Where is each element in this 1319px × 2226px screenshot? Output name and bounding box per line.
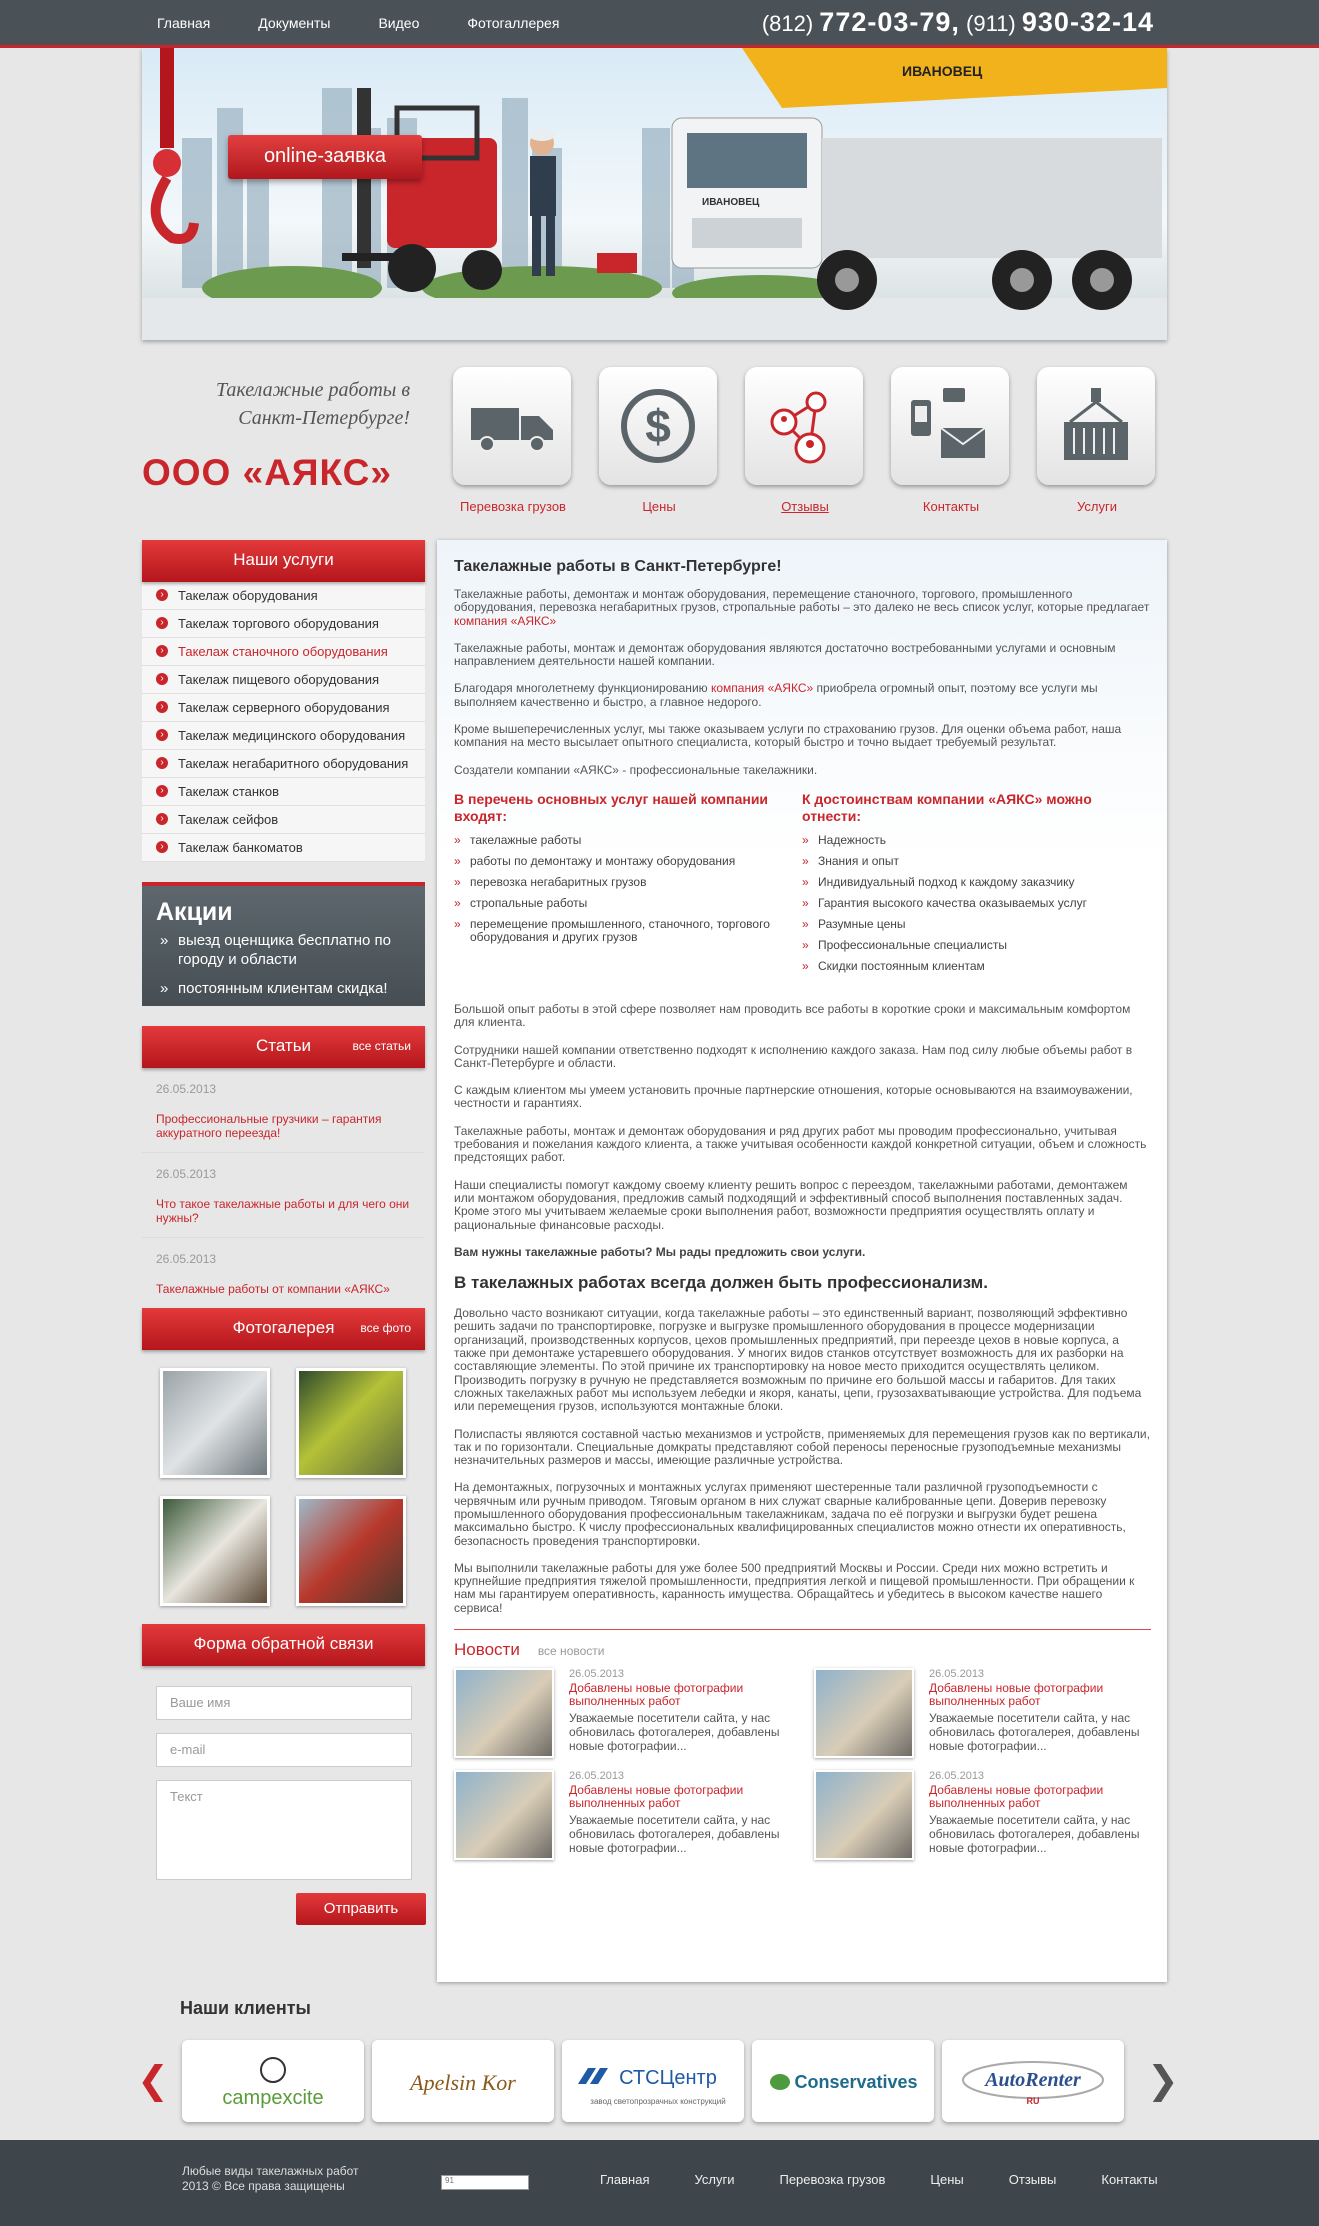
main-content: [437, 540, 1167, 1982]
service-item[interactable]: › Такелаж сейфов: [142, 806, 425, 834]
company-link[interactable]: компания «АЯКС»: [710, 681, 814, 696]
call-to-action: Вам нужны такелажные работы? Мы рады предложить свои услуги.: [454, 1244, 866, 1259]
contacts-icon: [905, 384, 995, 468]
news-thumbnail[interactable]: [454, 1770, 554, 1860]
icon-label-prices: Цены: [642, 499, 676, 514]
gallery-heading: [142, 1308, 425, 1350]
list-item: » Скидки постоянным клиентам: [802, 960, 1150, 973]
intro-paragraph: [454, 588, 1150, 628]
news-heading: [454, 1640, 1150, 1660]
news-item: [814, 1668, 1154, 1758]
news-date: 26.05.2013: [569, 1668, 625, 1681]
svg-text:$: $: [645, 400, 671, 452]
service-item[interactable]: › Такелаж пищевого оборудования: [142, 666, 425, 694]
service-item[interactable]: › Такелаж станков: [142, 778, 425, 806]
article-link[interactable]: Такелажные работы от компании «АЯКС»: [156, 1282, 390, 1296]
news-thumbnail[interactable]: [814, 1668, 914, 1758]
article-date: 26.05.2013: [156, 1167, 217, 1181]
paragraph: Наши специалисты помогут каждому своему клиенту решить вопрос с переездом, такелажными работами, демонтажем или монтажом оборудования, предложив самый подходящий и эффективный способ выполнения поставленных задач. Кроме этого мы учитываем желаемые сроки выполнения работ, возможности предприятия осуществлять оплату и рациональные финансовые расходы.: [454, 1177, 1128, 1232]
truck-icon: [467, 396, 557, 456]
crane-label: ИВАНОВЕЦ: [902, 63, 983, 79]
client-logo-campexcite: campexcite: [222, 2087, 324, 2109]
phone-number-2: 930-32-14: [1021, 7, 1154, 37]
icon-link-prices[interactable]: [599, 367, 719, 514]
list-item: » Индивидуальный подход к каждому заказчику: [802, 876, 1150, 889]
tagline-line-1: Такелажные работы в: [215, 379, 410, 401]
news-item: [454, 1770, 814, 1860]
service-item[interactable]: › Такелаж серверного оборудования: [142, 694, 425, 722]
gallery-photo[interactable]: [296, 1496, 406, 1606]
news-link[interactable]: Добавлены новые фотографии выполненных работ: [929, 1783, 1104, 1811]
icon-label-reviews: Отзывы: [781, 499, 829, 514]
news-thumbnail[interactable]: [454, 1668, 554, 1758]
news-item: [454, 1668, 814, 1758]
list-item: » Гарантия высокого качества оказываемых услуг: [802, 897, 1150, 910]
paragraph: Полиспасты являются составной частью механизмов и устройств, применяемых для перемещения грузов как по вертикали, так и по горизонтали. Специальные домкраты представляют собой переносы переносные грузоподъемные механизмы незначительных размеров и массы, имеющие различные устройства.: [454, 1426, 1150, 1468]
dollar-icon: [618, 386, 698, 466]
icon-link-reviews[interactable]: [745, 367, 865, 514]
all-articles-link[interactable]: все статьи: [352, 1039, 411, 1053]
gallery-photo[interactable]: [296, 1368, 406, 1478]
article-item: [142, 1068, 425, 1153]
truck-cab-label: ИВАНОВЕЦ: [702, 197, 760, 208]
news-summary: Уважаемые посетители сайта, у нас обновилась фотогалерея, добавлены новые фотографии...: [929, 1711, 1140, 1754]
nav-documents[interactable]: Документы: [258, 15, 331, 31]
articles-list: [142, 1068, 425, 1308]
article-date: 26.05.2013: [156, 1082, 217, 1096]
nav-video[interactable]: Видео: [378, 15, 420, 31]
clients-carousel: [137, 2040, 1177, 2122]
phone-numbers: [762, 7, 1154, 38]
paragraph: Создатели компании «АЯКС» - профессиональные такелажники.: [454, 762, 818, 777]
section-heading: В такелажных работах всегда должен быть профессионализм.: [454, 1273, 988, 1293]
client-logo-stc: СТСЦентр: [619, 2067, 717, 2089]
news-summary: Уважаемые посетители сайта, у нас обновилась фотогалерея, добавлены новые фотографии...: [569, 1711, 780, 1754]
client-logo[interactable]: [752, 2040, 934, 2122]
icon-link-transport[interactable]: [453, 367, 573, 514]
carousel-next-icon[interactable]: ❯: [1147, 2060, 1179, 2102]
paragraph-text: Благодаря многолетнему функционированию: [454, 681, 711, 696]
paragraph: Такелажные работы, монтаж и демонтаж оборудования и ряд других работ мы проводим профессионально, учитывая требования и пожелания каждого клиента, а также учитывая особенности каждой конкретной ситуации, объем и сложность предстоящих работ.: [454, 1123, 1147, 1165]
news-link[interactable]: Добавлены новые фотографии выполненных работ: [929, 1681, 1104, 1709]
footer-nav-prices[interactable]: Цены: [930, 2172, 964, 2187]
company-name: ООО «АЯКС»: [142, 452, 392, 493]
service-item[interactable]: › Такелаж медицинского оборудования: [142, 722, 425, 750]
service-item[interactable]: › Такелаж станочного оборудования: [142, 638, 425, 666]
paragraph: [454, 682, 1150, 709]
promotions-title: Акции: [156, 898, 233, 926]
phone-code-2: (911): [966, 11, 1016, 36]
hero-illustration: [142, 48, 1167, 340]
tagline: [150, 376, 410, 432]
client-logo[interactable]: [372, 2040, 554, 2122]
paragraph-text: приобрела огромный опыт, поэтому все услуги мы выполняем качественно и быстро, а главное недорого.: [454, 681, 1098, 709]
list-item: » перемещение промышленного, станочного, торгового оборудования и других грузов: [454, 918, 802, 944]
gallery-grid: [142, 1350, 425, 1624]
footer-nav-reviews[interactable]: Отзывы: [1008, 2172, 1057, 2187]
icon-label-transport: Перевозка грузов: [460, 499, 566, 514]
paragraph: С каждым клиентом мы умеем установить прочные партнерские отношения, которые основываются на взаимоуважении, честности и гарантиях.: [454, 1083, 1133, 1111]
services-title: Наши услуги: [233, 550, 334, 569]
service-item[interactable]: › Такелаж банкоматов: [142, 834, 425, 862]
footer-line-2: 2013 © Все права защищены: [182, 2179, 345, 2193]
all-photos-link[interactable]: все фото: [360, 1321, 411, 1335]
gallery-photo[interactable]: [160, 1496, 270, 1606]
list-item: » Надежность: [802, 834, 1150, 847]
footer: [0, 2140, 1319, 2226]
paragraph: Кроме вышеперечисленных услуг, мы также оказываем услуги по страхованию грузов. Для оценки объема работ, наша компания на место высылает опытного специалиста, который быстро и точно выдает требуемый результат.: [454, 722, 1122, 750]
icon-link-contacts[interactable]: [891, 367, 1011, 514]
tagline-line-2: Санкт-Петербурге!: [238, 407, 410, 429]
article-item: [142, 1153, 425, 1238]
list-item: » перевозка негабаритных грузов: [454, 876, 802, 889]
footer-nav-home[interactable]: Главная: [600, 2172, 650, 2187]
advantages-list-title: К достоинствам компании «АЯКС» можно отнести:: [802, 790, 1092, 824]
phone-number-1: 772-03-79,: [819, 7, 960, 37]
email-field[interactable]: e-mail: [156, 1733, 412, 1767]
promotion-item: » постоянным клиентам скидка!: [156, 979, 411, 998]
client-logo-apelsin: Apelsin Kor: [410, 2070, 516, 2095]
list-item: » такелажные работы: [454, 834, 802, 847]
promotion-item: » выезд оценщика бесплатно по городу и области: [156, 931, 411, 969]
service-item[interactable]: › Такелаж торгового оборудования: [142, 610, 425, 638]
phone-code-1: (812): [761, 11, 814, 36]
service-item[interactable]: › Такелаж негабаритного оборудования: [142, 750, 425, 778]
news-date: 26.05.2013: [569, 1770, 625, 1783]
services-column: [454, 791, 802, 981]
list-item: » работы по демонтажу и монтажу оборудования: [454, 855, 802, 868]
article-link[interactable]: Что такое такелажные работы и для чего они нужны?: [156, 1197, 410, 1225]
footer-line-1: Любые виды такелажных работ: [182, 2164, 359, 2178]
list-item: » стропальные работы: [454, 897, 802, 910]
news-grid: [454, 1668, 1150, 1860]
top-nav: [157, 15, 607, 31]
submit-button[interactable]: Отправить: [296, 1893, 426, 1925]
feedback-heading: [142, 1624, 425, 1666]
icon-label-contacts: Контакты: [922, 499, 980, 514]
list-item: » Профессиональные специалисты: [802, 939, 1150, 952]
promotions-box: [142, 882, 425, 1006]
visitor-counter[interactable]: 91: [441, 2175, 529, 2190]
news-date: 26.05.2013: [929, 1668, 985, 1681]
client-logo-autorenter: AutoRenter: [985, 2069, 1081, 2091]
client-logo[interactable]: [182, 2040, 364, 2122]
online-request-button[interactable]: online-заявка: [228, 135, 422, 179]
clients-title: Наши клиенты: [180, 1998, 311, 2018]
article-link[interactable]: Профессиональные грузчики – гарантия аккуратного переезда!: [156, 1112, 382, 1140]
feedback-form: [142, 1666, 425, 1945]
footer-copyright: [182, 2164, 359, 2194]
container-icon: [1056, 386, 1136, 466]
nav-home[interactable]: Главная: [157, 15, 211, 31]
feedback-title: Форма обратной связи: [193, 1634, 374, 1653]
network-icon: [764, 386, 844, 466]
top-bar: [0, 0, 1319, 48]
news-title: Новости: [454, 1640, 520, 1660]
icon-label-services: Услуги: [1077, 499, 1117, 514]
client-logo[interactable]: [942, 2040, 1124, 2122]
paragraph: Довольно часто возникают ситуации, когда такелажные работы – это единственный вариант, позволяющий эффективно решить задачи по транспортировке, погрузке и выгрузке промышленного оборудования в процессе модернизации организаций, производственных корпусов, цехов промышленных предприятий, при переезде цехов в новые корпуса, а также при демонтаже устаревшего оборудования. У многих видов станков отсутствует возможность для их разборки на составляющие элементы. По этой причине их транспортировку на новое место приходится осуществлять целиком. Производить погрузку в ручную не представляется возможным по причине его большой массы и габаритов. Для таких сложных такелажных работ мы используем лебедки и якоря, канаты, цепи, грузозахватывающие устройства. Для подъема или перемещения грузов, используются монтажные блоки.: [454, 1306, 1142, 1414]
articles-heading: [142, 1026, 425, 1068]
message-field[interactable]: Текст: [156, 1780, 412, 1880]
client-logo[interactable]: [562, 2040, 744, 2122]
paragraph: Мы выполнили такелажные работы для уже более 500 предприятий Москвы и России. Среди них можно встретить и крупнейшие предприятия тяжелой промышленности, предприятия легкой и пищевой промышленности. При обращении к нам мы гарантируем оперативность, каранность имущества. Обращайтесь и убедитесь в высоком качестве нашего сервиса!: [454, 1560, 1135, 1615]
news-summary: Уважаемые посетители сайта, у нас обновилась фотогалерея, добавлены новые фотографии...: [929, 1813, 1140, 1856]
news-item: [814, 1770, 1154, 1860]
nav-gallery[interactable]: Фотогаллерея: [467, 15, 560, 31]
client-logo-conservatives: Conservatives: [794, 2072, 918, 2092]
services-list-title: В перечень основных услуг нашей компании входят:: [454, 790, 769, 824]
list-item: » Знания и опыт: [802, 855, 1150, 868]
footer-nav-transport[interactable]: Перевозка грузов: [779, 2172, 886, 2187]
list-item: » Разумные цены: [802, 918, 1150, 931]
services-list: [142, 582, 425, 862]
advantages-column: [802, 791, 1150, 981]
divider: [454, 1629, 1151, 1630]
hero-banner: [142, 48, 1167, 340]
article-item: [142, 1238, 425, 1308]
footer-nav-services[interactable]: Услуги: [694, 2172, 735, 2187]
news-link[interactable]: Добавлены новые фотографии выполненных работ: [569, 1681, 744, 1709]
news-date: 26.05.2013: [929, 1770, 985, 1783]
news-thumbnail[interactable]: [814, 1770, 914, 1860]
paragraph: На демонтажных, погрузочных и монтажных услугах применяют шестеренные тали различной грузоподъемности с червячным или ручным приводом. Тяговым органом в них служат сварные калиброванные цепи. Доверив перевозку промышленного оборудования профессиональным такелажникам, задача по её погрузки и выгрузки будет решена максимально быстро. К числу профессиональных квалифицированных специалистов можно отнести их оперативность, безопасность проведения транспортировки.: [454, 1480, 1126, 1548]
services-heading: [142, 540, 425, 582]
carousel-prev-icon[interactable]: ❮: [137, 2060, 169, 2102]
articles-title: Статьи: [255, 1036, 312, 1055]
gallery-photo[interactable]: [160, 1368, 270, 1478]
paragraph-text: Такелажные работы, демонтаж и монтаж оборудования, перемещение станочного, торгового, промышленного оборудования, перевозка негабаритных грузов, стропальные работы – это далеко не весь список услуг, которые предлагает: [454, 587, 1150, 615]
icon-link-services[interactable]: [1037, 367, 1157, 514]
gallery-title: Фотогалерея: [232, 1318, 335, 1337]
company-link[interactable]: компания «АЯКС»: [454, 613, 557, 628]
footer-nav: [600, 2172, 1203, 2187]
page-title: Такелажные работы в Санкт-Петербурге!: [454, 558, 782, 575]
paragraph: Большой опыт работы в этой сфере позволяет нам проводить все работы в короткие сроки и максимальным комфортом для клиента.: [454, 1001, 1131, 1030]
paragraph: Сотрудники нашей компании ответственно подходят к исполнению каждого заказа. Нам под силу любые объемы работ в Санкт-Петербурге и области.: [454, 1042, 1133, 1070]
sidebar: [142, 540, 425, 1945]
service-item[interactable]: › Такелаж оборудования: [142, 582, 425, 610]
all-news-link[interactable]: все новости: [537, 1644, 605, 1659]
footer-nav-contacts[interactable]: Контакты: [1101, 2172, 1158, 2187]
paragraph: Такелажные работы, монтаж и демонтаж оборудования являются достаточно востребованными услугами и основным направлением деятельности нашей компании.: [454, 640, 1116, 669]
news-link[interactable]: Добавлены новые фотографии выполненных работ: [569, 1783, 744, 1811]
name-field[interactable]: Ваше имя: [156, 1686, 412, 1720]
client-logo-autorenter-badge: RU: [1026, 2096, 1040, 2106]
article-date: 26.05.2013: [156, 1252, 217, 1266]
lists-columns: [454, 791, 1150, 981]
news-summary: Уважаемые посетители сайта, у нас обновилась фотогалерея, добавлены новые фотографии...: [569, 1813, 780, 1856]
client-logo-stc-subtitle: завод светопрозрачных конструкций: [590, 2097, 726, 2106]
